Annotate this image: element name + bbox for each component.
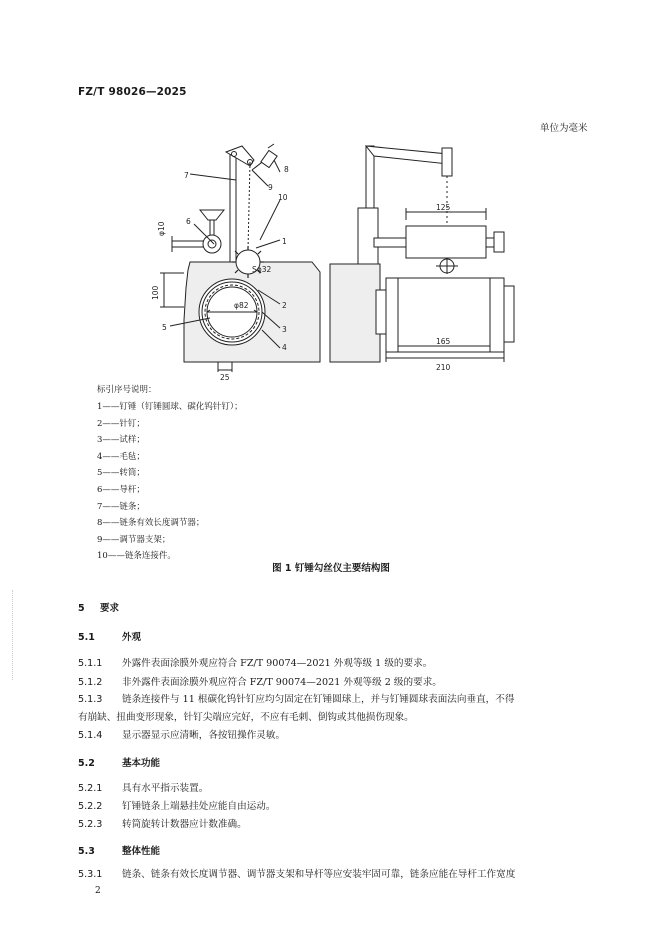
clause-5-1-4: 5.1.4 显示器显示应清晰，各按钮操作灵敏。: [78, 730, 286, 741]
clause-5-2-1: 5.2.1 具有水平指示装置。: [78, 783, 209, 794]
legend-item: 5——转筒；: [97, 468, 145, 479]
legend-title: 标引序号说明：: [97, 385, 157, 395]
legend-item: 4——毛毡；: [97, 451, 145, 462]
clause-5-2-2: 5.2.2 钉锤链条上端悬挂处应能自由运动。: [78, 801, 276, 812]
dim-w25: 25: [220, 373, 230, 380]
legend-item: 7——链条；: [97, 501, 145, 512]
clause-5-2-3: 5.2.3 转筒旋转计数器应计数准确。: [78, 819, 247, 830]
dim-h100: 100: [151, 285, 160, 300]
callout-8: 8: [284, 165, 289, 174]
callout-5: 5: [162, 323, 167, 332]
section-heading-5: 5 要求: [78, 603, 120, 614]
margin-marks: [12, 590, 15, 680]
section-heading-5-3: 5.3 整体性能: [78, 846, 161, 857]
dim-d82: φ82: [234, 301, 249, 310]
legend-item: 8——链条有效长度调节器；: [97, 518, 205, 529]
dim-w210: 210: [436, 363, 451, 372]
section-heading-5-2: 5.2 基本功能: [78, 758, 161, 769]
clause-5-1-3: 5.1.3 链条连接件与 11 根碳化钨针钉应均匀固定在钉锤圆球上，并与钉锤圆球表面法向垂直，不得: [78, 694, 515, 705]
dim-s32: Sφ32: [252, 265, 272, 274]
legend-item: 3——试样；: [97, 435, 145, 446]
legend-item: 1——钉锤（钉锤圆球、碳化钨针钉）；: [97, 402, 243, 412]
section-heading-5-1: 5.1 外观: [78, 632, 142, 643]
callout-6: 6: [186, 217, 191, 226]
callout-2: 2: [282, 301, 287, 310]
standard-code: FZ/T 98026—2025: [78, 86, 187, 98]
callout-1: 1: [282, 237, 287, 246]
legend-list: [97, 399, 243, 565]
guide-rod-wheel: [203, 235, 221, 253]
callout-4: 4: [282, 343, 287, 352]
clause-5-3-1: 5.3.1 链条、链条有效长度调节器、调节器支架和导杆等应安装牢固可靠，链条应能在导杆工作宽度: [78, 869, 516, 880]
figure-caption: 图 1 钉锤勾丝仪主要结构图: [272, 563, 390, 574]
unit-note: 单位为毫米: [540, 123, 588, 134]
housing-right: [330, 264, 380, 362]
dim-w125: 125: [436, 203, 451, 212]
legend-item: 2——针钉；: [97, 418, 145, 429]
structure-figure: [150, 140, 530, 380]
clause-5-1-2: 5.1.2 非外露件表面涂膜外观应符合 FZ/T 90074—2021 外观等级 2 级的要求。: [78, 677, 442, 688]
clause-5-1-1: 5.1.1 外露件表面涂膜外观应符合 FZ/T 90074—2021 外观等级 1 级的要求。: [78, 658, 433, 669]
legend-item: 6——导杆；: [97, 484, 145, 495]
legend-item: 10——链条连接件。: [97, 551, 176, 562]
callout-3: 3: [282, 325, 287, 334]
callout-9: 9: [268, 183, 273, 192]
callout-10: 10: [278, 193, 288, 202]
callout-7: 7: [184, 171, 189, 180]
page-number: 2: [95, 886, 101, 896]
legend-item: 9——调节器支架；: [97, 534, 171, 545]
clause-5-1-3-cont: 有崩缺、扭曲变形现象，针钉尖端应完好，不应有毛刺、倒钩或其他损伤现象。: [78, 712, 414, 723]
dim-d10: φ10: [157, 221, 166, 236]
dim-w165: 165: [436, 337, 451, 346]
